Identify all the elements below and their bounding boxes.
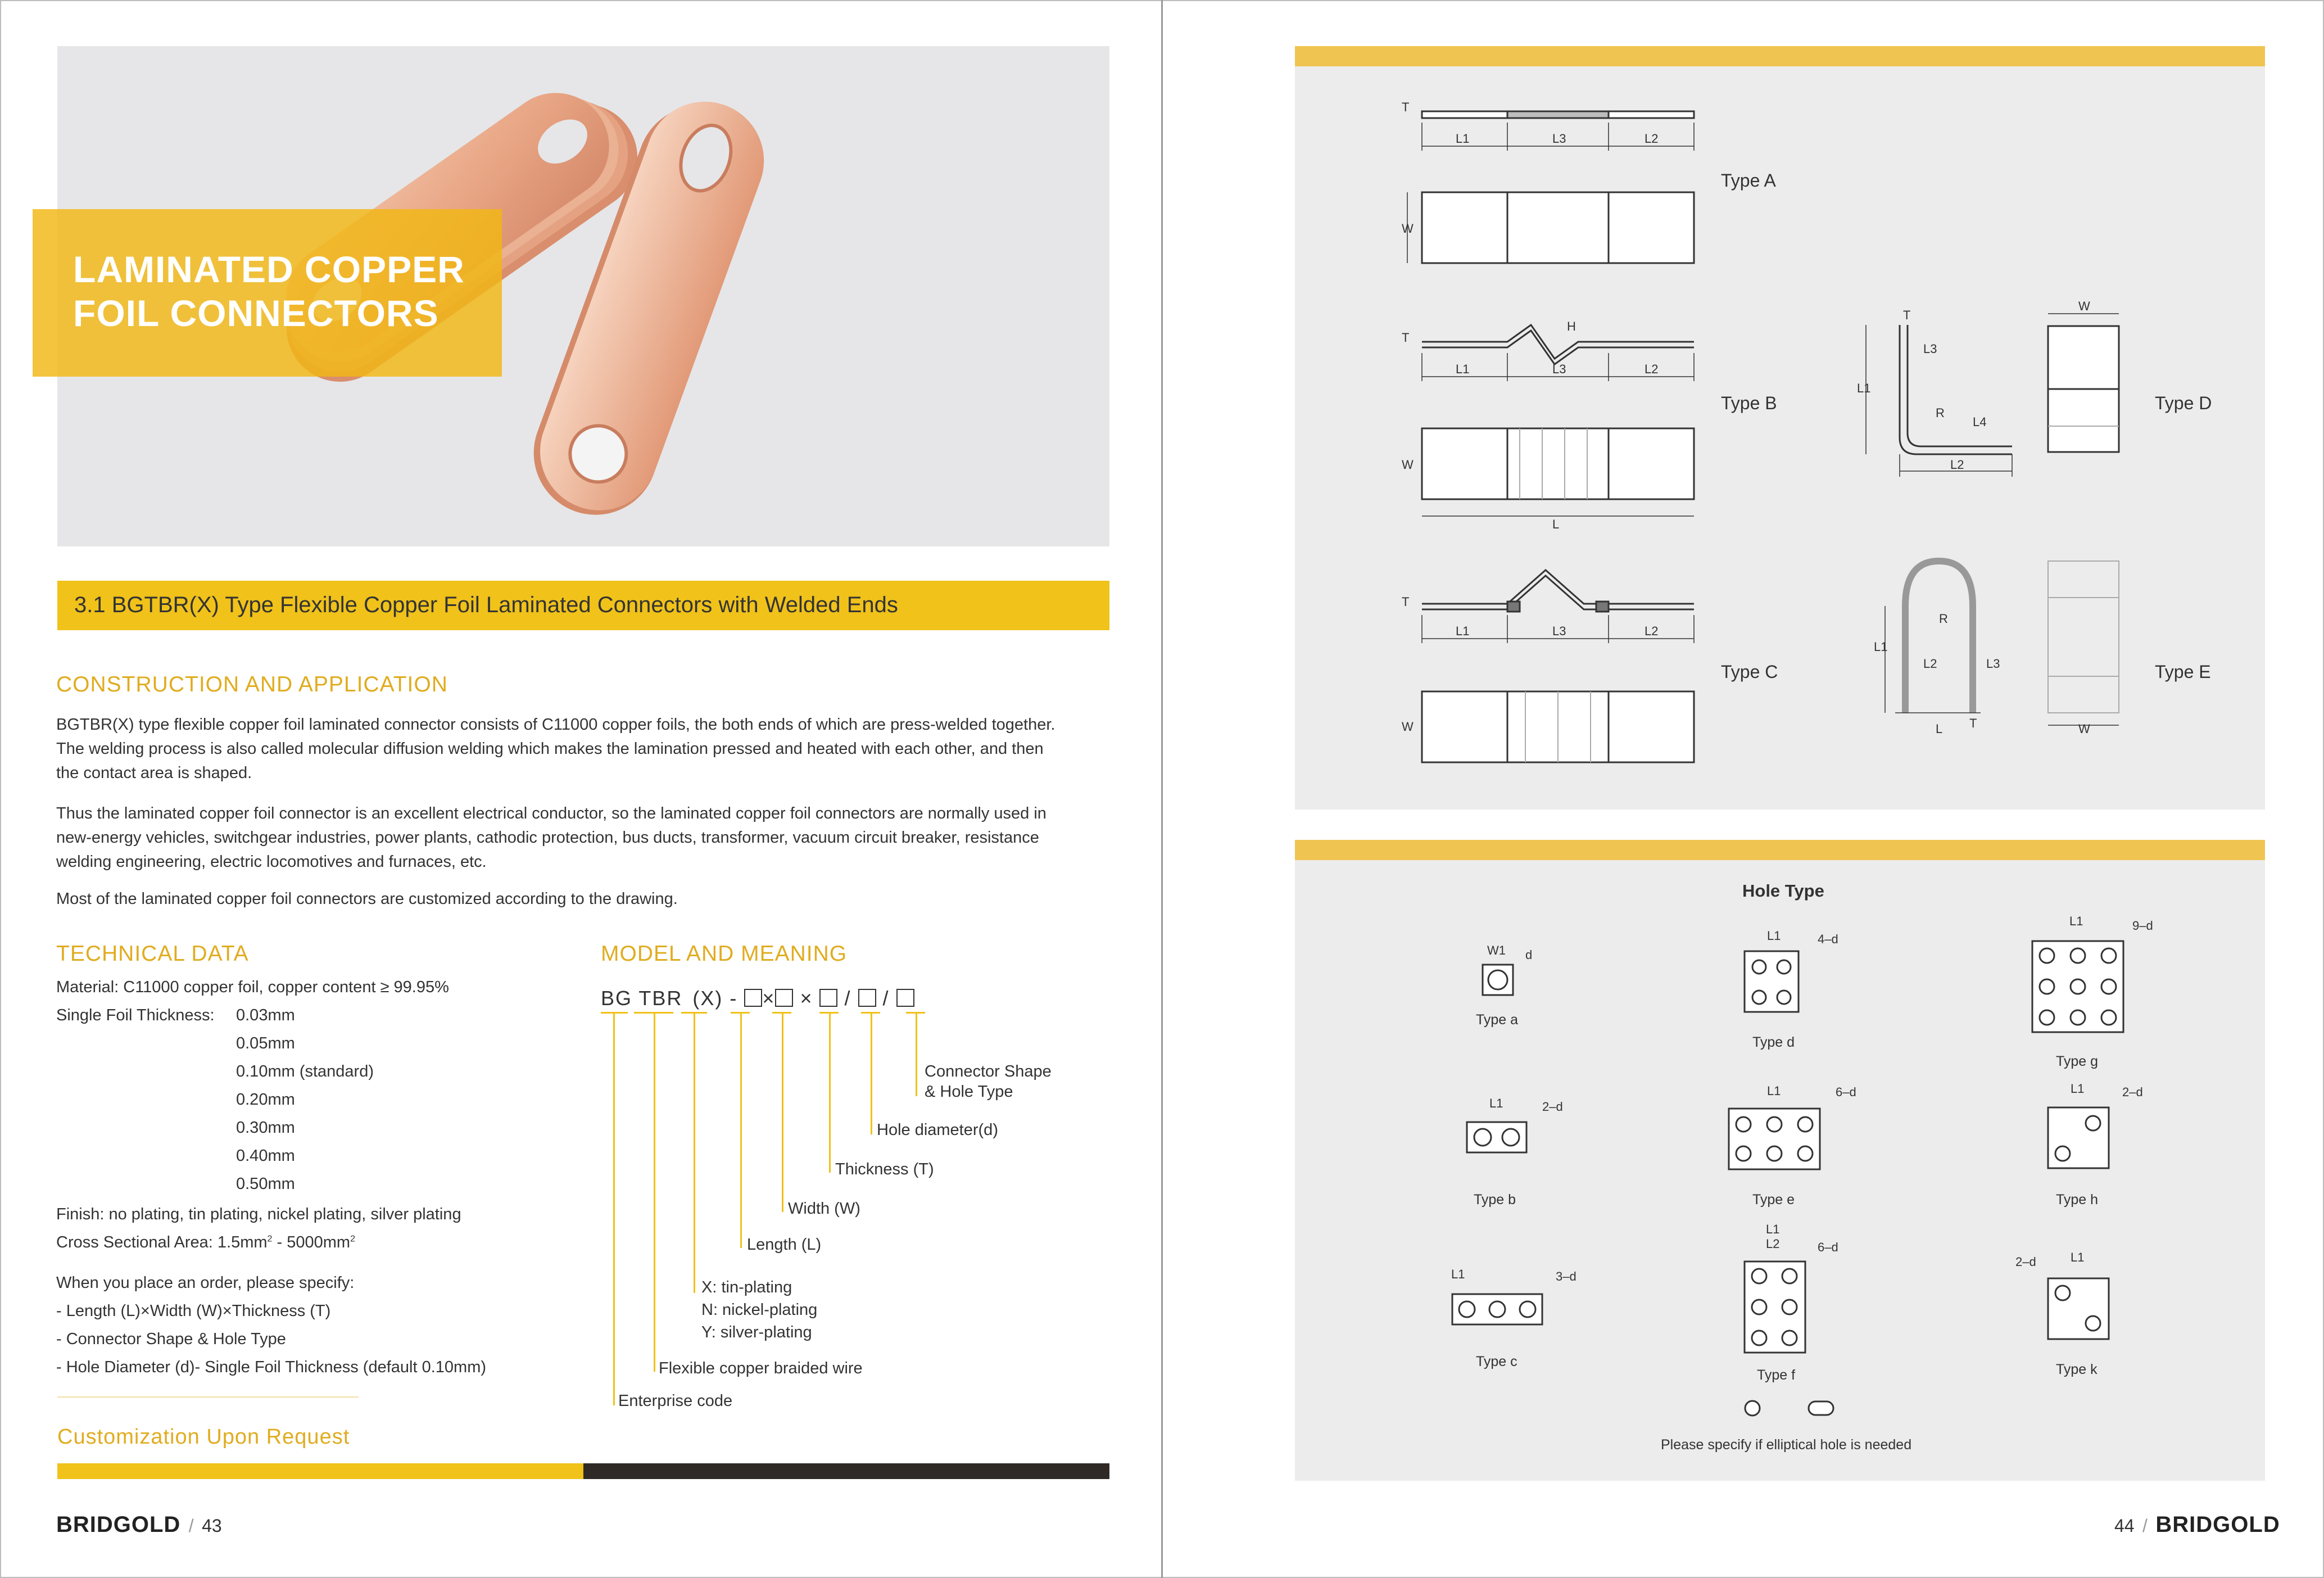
code-bg: BG — [601, 987, 633, 1010]
dim-label: W — [1402, 720, 1414, 734]
code-x: (X) - — [692, 987, 738, 1010]
cross-section-sup: 2 — [350, 1234, 355, 1244]
hole-type-a-drawing — [1483, 965, 1513, 995]
code-box-length — [744, 989, 762, 1007]
dim-label: 4–d — [1818, 932, 1838, 946]
page-number-left: 43 — [202, 1516, 222, 1536]
hole-panel-bar — [1295, 840, 2265, 860]
dim-label: L2 — [1645, 624, 1659, 638]
thickness-value: 0.03mm — [236, 1006, 295, 1024]
hole-type-g-label: Type g — [2056, 1053, 2099, 1069]
dim-label: L2 — [1923, 657, 1937, 671]
thickness-label: Single Foil Thickness: — [56, 1006, 215, 1024]
left-footer — [56, 1512, 222, 1538]
leader-line — [916, 1012, 917, 1096]
code-box-hole — [858, 989, 876, 1007]
hole-type-f-drawing — [1745, 1262, 1805, 1353]
order-intro: When you place an order, please specify: — [56, 1274, 355, 1292]
thickness-value: 0.50mm — [236, 1175, 295, 1193]
page-divider — [1161, 0, 1163, 1578]
dim-label: L3 — [1923, 342, 1937, 356]
dim-label: L2 — [1645, 362, 1659, 376]
hole-type-k-label: Type k — [2056, 1362, 2098, 1377]
dim-label: W — [1402, 221, 1414, 236]
type-a-top-drawing — [1407, 192, 1694, 263]
dim-label: L3 — [1552, 132, 1566, 146]
hole-type-k-drawing — [2048, 1278, 2109, 1339]
dim-label: L1 — [1857, 381, 1871, 395]
dim-label: L3 — [1552, 362, 1566, 376]
right-footer — [2114, 1512, 2280, 1538]
finish-text: Finish: no plating, tin plating, nickel plating, silver plating — [56, 1205, 461, 1223]
dim-label: 3–d — [1556, 1269, 1576, 1283]
hole-type-e-label: Type e — [1752, 1192, 1795, 1208]
order-item: - Hole Diameter (d)- Single Foil Thickness (default 0.10mm) — [56, 1358, 487, 1376]
leader-line — [782, 1012, 783, 1212]
construction-paragraph-1: BGTBR(X) type flexible copper foil laminated connector consists of C11000 copper foils, the both ends of which are press-welded together. The welding process is also called molecular diffusion welding which makes the lamination pressed and heated with each other, and then the contact area is shaped. — [56, 716, 1055, 782]
type-b-label: Type B — [1721, 393, 1777, 413]
hole-type-h-drawing — [2048, 1107, 2109, 1168]
type-d-top-drawing — [2048, 314, 2119, 452]
dim-label: T — [1402, 100, 1410, 114]
code-times: × — [762, 987, 776, 1010]
hole-type-f-label: Type f — [1757, 1367, 1796, 1383]
label-enterprise: Enterprise code — [618, 1392, 733, 1410]
page-separator: / — [188, 1516, 194, 1536]
elliptical-hole-note: Please specify if elliptical hole is needed — [1661, 1437, 1912, 1453]
dim-label: L1 — [1456, 362, 1470, 376]
thickness-value: 0.40mm — [236, 1147, 295, 1165]
code-times: × — [800, 987, 813, 1010]
material-text: Material: C11000 copper foil, copper content ≥ 99.95% — [56, 978, 449, 996]
dim-label: L1 — [1874, 640, 1888, 654]
dim-label: L4 — [1973, 415, 1987, 429]
type-b-top-drawing — [1422, 428, 1694, 516]
construction-paragraph-2: Thus the laminated copper foil connector is an excellent electrical conductor, so the laminated copper foil connectors are normally used in new-energy vehicles, switchgear industries, power plants, cathodic protection, bus ducts, transformer, vacuum circuit breaker, resistance welding engineering, electric locomotives and furnaces, etc. — [56, 804, 1047, 871]
dim-label: L1 — [1766, 1222, 1780, 1236]
dim-label: L2 — [1950, 458, 1964, 472]
label-width: Width (W) — [788, 1200, 860, 1218]
connector-type-drawings — [1295, 66, 2265, 810]
dim-label: L2 — [1766, 1237, 1780, 1251]
dim-label: 6–d — [1836, 1085, 1856, 1099]
cross-section-text — [56, 1233, 355, 1252]
hole-type-d-drawing — [1745, 951, 1799, 1012]
code-box-shape — [896, 989, 914, 1007]
order-item: - Connector Shape & Hole Type — [56, 1330, 286, 1348]
section-title: 3.1 BGTBR(X) Type Flexible Copper Foil Laminated Connectors with Welded Ends — [74, 593, 898, 617]
leader-line — [829, 1012, 831, 1173]
type-d-label: Type D — [2155, 393, 2212, 413]
label-plating: X: tin-plating N: nickel-plating Y: silver-plating — [701, 1278, 818, 1341]
cross-section-prefix: Cross Sectional Area: 1.5mm — [56, 1233, 268, 1251]
dim-label: d — [1525, 948, 1533, 962]
label-thickness: Thickness (T) — [835, 1160, 934, 1178]
hole-type-b-label: Type b — [1474, 1192, 1516, 1208]
cross-section-mid: - 5000mm — [272, 1233, 351, 1251]
code-box-width — [775, 989, 793, 1007]
hero-title-line1: LAMINATED COPPER — [73, 248, 465, 290]
code-slash: / — [844, 987, 851, 1010]
leader-line — [613, 1012, 615, 1405]
hero-title-line2: FOIL CONNECTORS — [73, 292, 439, 334]
dim-label: W — [2078, 722, 2090, 736]
code-box-thickness — [819, 989, 837, 1007]
hole-type-a-label: Type a — [1476, 1012, 1519, 1028]
dim-label: 2–d — [2122, 1085, 2143, 1099]
bridgold-logo: BRIDGOLD — [56, 1512, 181, 1537]
dim-label: H — [1567, 319, 1576, 333]
leader-line — [694, 1012, 695, 1293]
footer-bar-dark — [583, 1463, 1109, 1479]
dim-label: 2–d — [1542, 1100, 1563, 1114]
footer-bar-yellow — [57, 1463, 583, 1479]
dim-label: W — [2078, 299, 2090, 313]
dim-label: R — [1936, 406, 1945, 420]
dim-label: L1 — [1456, 132, 1470, 146]
hole-type-title: Hole Type — [1742, 881, 1824, 901]
dim-label: T — [1402, 331, 1410, 345]
type-a-label: Type A — [1721, 170, 1776, 191]
label-length: Length (L) — [747, 1236, 822, 1254]
hole-type-e-drawing — [1729, 1109, 1820, 1169]
dim-label: L1 — [2071, 1082, 2085, 1096]
code-tbr: TBR — [638, 987, 683, 1010]
type-d-side-drawing — [1866, 325, 2012, 477]
dim-label: L1 — [1456, 624, 1470, 638]
dim-label: 6–d — [1818, 1240, 1838, 1254]
dim-label: L — [1552, 517, 1560, 531]
dim-label: T — [1969, 716, 1977, 730]
dim-label: 9–d — [2132, 919, 2153, 933]
dim-label: L1 — [1489, 1096, 1503, 1110]
thickness-value: 0.30mm — [236, 1119, 295, 1137]
technical-heading: TECHNICAL DATA — [56, 942, 249, 966]
cross-section-sup: 2 — [267, 1234, 273, 1244]
page-separator: / — [2142, 1516, 2148, 1536]
dim-label: L — [1936, 722, 1943, 736]
dim-label: L3 — [1552, 624, 1566, 638]
label-hole-diameter: Hole diameter(d) — [877, 1121, 998, 1139]
hero-title — [73, 247, 465, 335]
leader-line — [654, 1012, 655, 1372]
type-c-label: Type C — [1721, 662, 1778, 682]
label-connector-shape: Connector Shape & Hole Type — [925, 1062, 1052, 1101]
thickness-value: 0.05mm — [236, 1034, 295, 1052]
construction-heading: CONSTRUCTION AND APPLICATION — [56, 672, 448, 697]
type-e-side-drawing — [1885, 561, 1981, 713]
code-slash: / — [882, 987, 890, 1010]
dim-label: 2–d — [2015, 1255, 2036, 1269]
model-heading: MODEL AND MEANING — [601, 942, 848, 966]
model-code — [601, 987, 914, 1010]
hole-type-drawings — [1295, 860, 2265, 1481]
order-item: - Length (L)×Width (W)×Thickness (T) — [56, 1302, 331, 1320]
hole-type-c-drawing — [1452, 1294, 1542, 1324]
dim-label: T — [1903, 308, 1911, 322]
hole-type-g-drawing — [2032, 941, 2123, 1032]
dim-label: L1 — [2071, 1250, 2085, 1264]
page-number-right: 44 — [2114, 1516, 2135, 1536]
types-panel-bar — [1295, 46, 2265, 66]
construction-paragraph-3: Most of the laminated copper foil connectors are customized according to the drawing. — [56, 890, 678, 908]
thickness-value: 0.20mm — [236, 1091, 295, 1109]
dim-label: L1 — [1767, 929, 1781, 943]
customization-text: Customization Upon Request — [57, 1425, 350, 1449]
leader-line — [740, 1012, 742, 1248]
thickness-value: 0.10mm (standard) — [236, 1062, 374, 1080]
type-e-top-drawing — [2048, 561, 2119, 725]
type-e-label: Type E — [2155, 662, 2211, 682]
type-c-top-drawing — [1422, 691, 1694, 762]
dim-label: L3 — [1986, 657, 2000, 671]
round-hole-sample — [1745, 1401, 1760, 1416]
label-braided: Flexible copper braided wire — [659, 1359, 863, 1377]
dim-label: L1 — [2069, 914, 2083, 928]
dim-label: T — [1402, 595, 1410, 609]
divider-line — [57, 1396, 359, 1398]
elliptical-hole-sample — [1809, 1401, 1833, 1415]
leader-line — [871, 1012, 872, 1134]
bridgold-logo: BRIDGOLD — [2155, 1512, 2280, 1537]
dim-label: L2 — [1645, 132, 1659, 146]
dim-label: L1 — [1451, 1267, 1465, 1281]
hole-type-d-label: Type d — [1752, 1034, 1795, 1050]
dim-label: W1 — [1487, 943, 1506, 957]
hole-type-c-label: Type c — [1476, 1354, 1517, 1369]
dim-label: W — [1402, 458, 1414, 472]
hole-type-h-label: Type h — [2056, 1192, 2099, 1208]
dim-label: L1 — [1767, 1084, 1781, 1098]
dim-label: R — [1939, 612, 1948, 626]
hole-type-b-drawing — [1467, 1122, 1526, 1152]
